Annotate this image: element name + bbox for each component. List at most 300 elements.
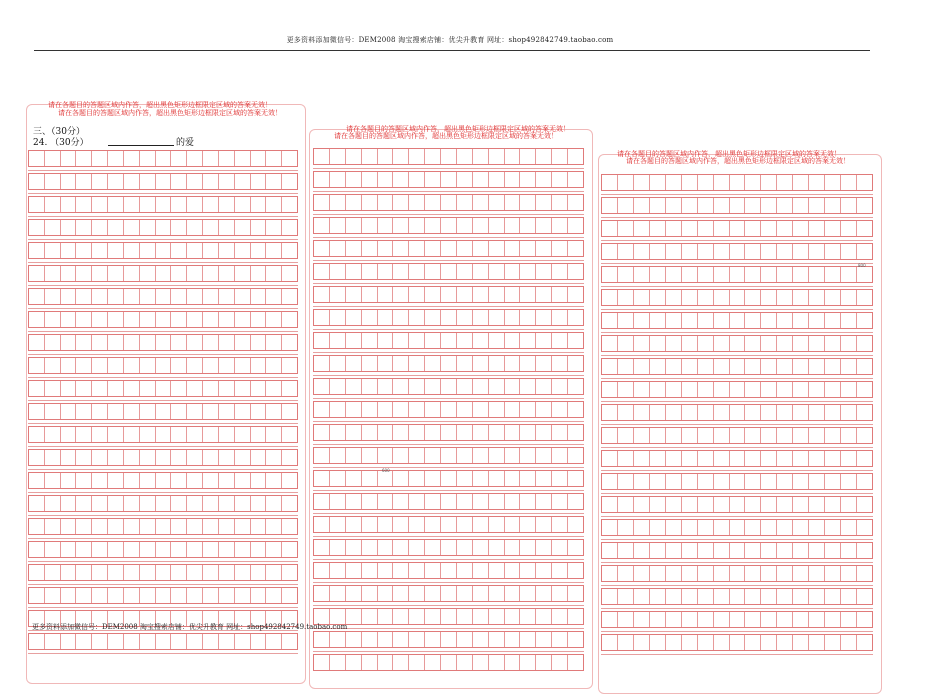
grid-cell[interactable] bbox=[76, 542, 92, 557]
grid-cell[interactable] bbox=[698, 451, 714, 466]
grid-cell[interactable] bbox=[441, 540, 457, 555]
grid-row[interactable] bbox=[28, 426, 298, 443]
grid-cell[interactable] bbox=[409, 632, 425, 647]
grid-cell[interactable] bbox=[266, 358, 282, 373]
grid-cell[interactable] bbox=[219, 427, 235, 442]
grid-cell[interactable] bbox=[520, 517, 536, 532]
grid-cell[interactable] bbox=[568, 586, 583, 601]
grid-cell[interactable] bbox=[393, 540, 409, 555]
grid-cell[interactable] bbox=[203, 588, 219, 603]
grid-cell[interactable] bbox=[330, 218, 346, 233]
grid-cell[interactable] bbox=[92, 197, 108, 212]
grid-cell[interactable] bbox=[171, 197, 187, 212]
grid-cell[interactable] bbox=[552, 356, 568, 371]
grid-row[interactable] bbox=[28, 196, 298, 213]
grid-row[interactable] bbox=[313, 401, 584, 418]
grid-cell[interactable] bbox=[568, 494, 583, 509]
grid-cell[interactable] bbox=[650, 382, 666, 397]
grid-cell[interactable] bbox=[536, 425, 552, 440]
grid-cell[interactable] bbox=[745, 221, 761, 236]
grid-cell[interactable] bbox=[552, 632, 568, 647]
grid-cell[interactable] bbox=[505, 540, 521, 555]
grid-cell[interactable] bbox=[140, 381, 156, 396]
grid-cell[interactable] bbox=[552, 586, 568, 601]
grid-row[interactable] bbox=[601, 358, 873, 375]
grid-cell[interactable] bbox=[441, 402, 457, 417]
grid-cell[interactable] bbox=[602, 543, 618, 558]
grid-cell[interactable] bbox=[29, 427, 45, 442]
grid-cell[interactable] bbox=[761, 405, 777, 420]
grid-cell[interactable] bbox=[61, 220, 77, 235]
grid-cell[interactable] bbox=[314, 356, 330, 371]
grid-row[interactable] bbox=[601, 243, 873, 260]
grid-cell[interactable] bbox=[745, 428, 761, 443]
grid-cell[interactable] bbox=[76, 427, 92, 442]
grid-cell[interactable] bbox=[666, 382, 682, 397]
grid-cell[interactable] bbox=[251, 151, 267, 166]
grid-cell[interactable] bbox=[441, 655, 457, 670]
grid-cell[interactable] bbox=[140, 588, 156, 603]
grid-cell[interactable] bbox=[124, 266, 140, 281]
grid-row[interactable] bbox=[601, 450, 873, 467]
grid-cell[interactable] bbox=[393, 195, 409, 210]
grid-cell[interactable] bbox=[666, 612, 682, 627]
grid-cell[interactable] bbox=[140, 312, 156, 327]
grid-cell[interactable] bbox=[314, 425, 330, 440]
grid-cell[interactable] bbox=[730, 290, 746, 305]
grid-cell[interactable] bbox=[378, 195, 394, 210]
grid-cell[interactable] bbox=[235, 404, 251, 419]
grid-cell[interactable] bbox=[314, 287, 330, 302]
grid-cell[interactable] bbox=[793, 451, 809, 466]
grid-cell[interactable] bbox=[730, 474, 746, 489]
grid-cell[interactable] bbox=[393, 586, 409, 601]
grid-cell[interactable] bbox=[745, 313, 761, 328]
grid-cell[interactable] bbox=[698, 290, 714, 305]
grid-cell[interactable] bbox=[682, 566, 698, 581]
grid-cell[interactable] bbox=[857, 474, 872, 489]
grid-cell[interactable] bbox=[346, 172, 362, 187]
grid-cell[interactable] bbox=[409, 287, 425, 302]
grid-cell[interactable] bbox=[219, 335, 235, 350]
grid-cell[interactable] bbox=[634, 198, 650, 213]
grid-cell[interactable] bbox=[457, 540, 473, 555]
grid-cell[interactable] bbox=[314, 655, 330, 670]
grid-cell[interactable] bbox=[251, 174, 267, 189]
grid-cell[interactable] bbox=[314, 632, 330, 647]
grid-cell[interactable] bbox=[793, 405, 809, 420]
grid-cell[interactable] bbox=[45, 404, 61, 419]
grid-cell[interactable] bbox=[235, 289, 251, 304]
grid-cell[interactable] bbox=[266, 496, 282, 511]
grid-cell[interactable] bbox=[745, 612, 761, 627]
grid-cell[interactable] bbox=[45, 496, 61, 511]
grid-cell[interactable] bbox=[92, 335, 108, 350]
grid-cell[interactable] bbox=[108, 381, 124, 396]
grid-cell[interactable] bbox=[761, 382, 777, 397]
grid-cell[interactable] bbox=[378, 425, 394, 440]
grid-cell[interactable] bbox=[235, 496, 251, 511]
grid-row[interactable] bbox=[601, 496, 873, 513]
grid-row[interactable] bbox=[28, 173, 298, 190]
grid-cell[interactable] bbox=[825, 566, 841, 581]
grid-cell[interactable] bbox=[793, 543, 809, 558]
grid-cell[interactable] bbox=[698, 589, 714, 604]
grid-cell[interactable] bbox=[235, 197, 251, 212]
grid-cell[interactable] bbox=[251, 220, 267, 235]
grid-cell[interactable] bbox=[618, 382, 634, 397]
grid-cell[interactable] bbox=[441, 149, 457, 164]
grid-cell[interactable] bbox=[568, 241, 583, 256]
grid-cell[interactable] bbox=[140, 266, 156, 281]
grid-cell[interactable] bbox=[666, 359, 682, 374]
grid-cell[interactable] bbox=[346, 586, 362, 601]
grid-cell[interactable] bbox=[666, 451, 682, 466]
grid-cell[interactable] bbox=[473, 356, 489, 371]
grid-cell[interactable] bbox=[730, 336, 746, 351]
grid-cell[interactable] bbox=[650, 244, 666, 259]
grid-cell[interactable] bbox=[140, 335, 156, 350]
grid-cell[interactable] bbox=[457, 609, 473, 624]
grid-cell[interactable] bbox=[314, 195, 330, 210]
grid-row[interactable] bbox=[601, 565, 873, 582]
grid-cell[interactable] bbox=[108, 197, 124, 212]
grid-cell[interactable] bbox=[156, 174, 172, 189]
grid-cell[interactable] bbox=[777, 290, 793, 305]
grid-cell[interactable] bbox=[187, 266, 203, 281]
grid-cell[interactable] bbox=[29, 542, 45, 557]
grid-cell[interactable] bbox=[251, 427, 267, 442]
grid-row[interactable] bbox=[601, 634, 873, 651]
grid-cell[interactable] bbox=[825, 221, 841, 236]
grid-cell[interactable] bbox=[505, 632, 521, 647]
grid-cell[interactable] bbox=[841, 290, 857, 305]
grid-cell[interactable] bbox=[441, 333, 457, 348]
grid-cell[interactable] bbox=[618, 566, 634, 581]
grid-cell[interactable] bbox=[171, 588, 187, 603]
grid-cell[interactable] bbox=[29, 634, 45, 649]
grid-cell[interactable] bbox=[362, 402, 378, 417]
grid-cell[interactable] bbox=[602, 428, 618, 443]
grid-cell[interactable] bbox=[346, 310, 362, 325]
grid-cell[interactable] bbox=[714, 543, 730, 558]
grid-cell[interactable] bbox=[825, 451, 841, 466]
grid-cell[interactable] bbox=[362, 356, 378, 371]
grid-cell[interactable] bbox=[362, 609, 378, 624]
grid-cell[interactable] bbox=[473, 379, 489, 394]
grid-cell[interactable] bbox=[714, 290, 730, 305]
grid-cell[interactable] bbox=[61, 427, 77, 442]
grid-cell[interactable] bbox=[425, 264, 441, 279]
grid-cell[interactable] bbox=[777, 175, 793, 190]
grid-cell[interactable] bbox=[346, 379, 362, 394]
grid-row[interactable] bbox=[313, 447, 584, 464]
grid-cell[interactable] bbox=[124, 473, 140, 488]
grid-cell[interactable] bbox=[346, 287, 362, 302]
grid-cell[interactable] bbox=[140, 358, 156, 373]
grid-cell[interactable] bbox=[552, 540, 568, 555]
grid-cell[interactable] bbox=[187, 151, 203, 166]
grid-cell[interactable] bbox=[235, 381, 251, 396]
grid-cell[interactable] bbox=[745, 451, 761, 466]
grid-cell[interactable] bbox=[825, 520, 841, 535]
grid-cell[interactable] bbox=[682, 359, 698, 374]
grid-cell[interactable] bbox=[489, 448, 505, 463]
grid-cell[interactable] bbox=[393, 494, 409, 509]
grid-cell[interactable] bbox=[425, 448, 441, 463]
grid-cell[interactable] bbox=[235, 220, 251, 235]
grid-cell[interactable] bbox=[745, 175, 761, 190]
grid-cell[interactable] bbox=[761, 359, 777, 374]
grid-cell[interactable] bbox=[473, 333, 489, 348]
grid-cell[interactable] bbox=[282, 634, 297, 649]
grid-cell[interactable] bbox=[29, 197, 45, 212]
grid-cell[interactable] bbox=[187, 634, 203, 649]
grid-cell[interactable] bbox=[473, 540, 489, 555]
grid-cell[interactable] bbox=[793, 267, 809, 282]
grid-cell[interactable] bbox=[330, 586, 346, 601]
grid-cell[interactable] bbox=[841, 612, 857, 627]
grid-cell[interactable] bbox=[171, 519, 187, 534]
grid-cell[interactable] bbox=[393, 402, 409, 417]
grid-cell[interactable] bbox=[536, 195, 552, 210]
grid-cell[interactable] bbox=[282, 151, 297, 166]
grid-cell[interactable] bbox=[666, 175, 682, 190]
grid-cell[interactable] bbox=[730, 520, 746, 535]
grid-cell[interactable] bbox=[203, 427, 219, 442]
grid-cell[interactable] bbox=[187, 519, 203, 534]
grid-cell[interactable] bbox=[568, 287, 583, 302]
grid-row[interactable] bbox=[601, 174, 873, 191]
grid-cell[interactable] bbox=[425, 287, 441, 302]
grid-cell[interactable] bbox=[219, 174, 235, 189]
grid-cell[interactable] bbox=[761, 221, 777, 236]
grid-cell[interactable] bbox=[473, 425, 489, 440]
grid-cell[interactable] bbox=[777, 520, 793, 535]
grid-cell[interactable] bbox=[568, 609, 583, 624]
grid-row[interactable] bbox=[28, 150, 298, 167]
grid-cell[interactable] bbox=[634, 405, 650, 420]
grid-cell[interactable] bbox=[425, 655, 441, 670]
grid-cell[interactable] bbox=[92, 220, 108, 235]
grid-cell[interactable] bbox=[251, 243, 267, 258]
grid-cell[interactable] bbox=[666, 543, 682, 558]
grid-cell[interactable] bbox=[124, 151, 140, 166]
grid-row[interactable] bbox=[28, 334, 298, 351]
grid-cell[interactable] bbox=[650, 428, 666, 443]
grid-cell[interactable] bbox=[536, 149, 552, 164]
grid-cell[interactable] bbox=[140, 565, 156, 580]
grid-cell[interactable] bbox=[520, 632, 536, 647]
grid-cell[interactable] bbox=[809, 405, 825, 420]
grid-cell[interactable] bbox=[634, 221, 650, 236]
grid-cell[interactable] bbox=[92, 404, 108, 419]
grid-cell[interactable] bbox=[505, 655, 521, 670]
grid-cell[interactable] bbox=[425, 241, 441, 256]
grid-cell[interactable] bbox=[441, 218, 457, 233]
grid-cell[interactable] bbox=[568, 379, 583, 394]
grid-cell[interactable] bbox=[857, 221, 872, 236]
grid-cell[interactable] bbox=[618, 428, 634, 443]
grid-row[interactable] bbox=[313, 355, 584, 372]
grid-row[interactable] bbox=[28, 633, 298, 650]
grid-cell[interactable] bbox=[825, 497, 841, 512]
grid-cell[interactable] bbox=[634, 336, 650, 351]
grid-cell[interactable] bbox=[777, 543, 793, 558]
grid-cell[interactable] bbox=[378, 448, 394, 463]
grid-cell[interactable] bbox=[666, 474, 682, 489]
grid-cell[interactable] bbox=[682, 451, 698, 466]
grid-cell[interactable] bbox=[457, 333, 473, 348]
grid-cell[interactable] bbox=[76, 381, 92, 396]
grid-cell[interactable] bbox=[140, 243, 156, 258]
grid-cell[interactable] bbox=[552, 494, 568, 509]
grid-cell[interactable] bbox=[441, 172, 457, 187]
grid-cell[interactable] bbox=[505, 149, 521, 164]
grid-cell[interactable] bbox=[282, 174, 297, 189]
grid-cell[interactable] bbox=[156, 381, 172, 396]
grid-cell[interactable] bbox=[251, 335, 267, 350]
grid-cell[interactable] bbox=[156, 473, 172, 488]
grid-cell[interactable] bbox=[761, 428, 777, 443]
grid-cell[interactable] bbox=[441, 448, 457, 463]
grid-cell[interactable] bbox=[714, 428, 730, 443]
grid-cell[interactable] bbox=[505, 195, 521, 210]
grid-cell[interactable] bbox=[841, 566, 857, 581]
grid-cell[interactable] bbox=[857, 336, 872, 351]
grid-cell[interactable] bbox=[61, 335, 77, 350]
grid-cell[interactable] bbox=[809, 313, 825, 328]
grid-cell[interactable] bbox=[793, 244, 809, 259]
grid-cell[interactable] bbox=[473, 563, 489, 578]
grid-cell[interactable] bbox=[92, 473, 108, 488]
grid-cell[interactable] bbox=[650, 635, 666, 650]
grid-cell[interactable] bbox=[714, 244, 730, 259]
grid-cell[interactable] bbox=[108, 358, 124, 373]
grid-cell[interactable] bbox=[441, 195, 457, 210]
grid-cell[interactable] bbox=[457, 356, 473, 371]
grid-cell[interactable] bbox=[825, 267, 841, 282]
grid-cell[interactable] bbox=[552, 425, 568, 440]
grid-cell[interactable] bbox=[568, 517, 583, 532]
grid-cell[interactable] bbox=[682, 428, 698, 443]
grid-cell[interactable] bbox=[841, 520, 857, 535]
grid-cell[interactable] bbox=[45, 542, 61, 557]
grid-cell[interactable] bbox=[809, 267, 825, 282]
grid-cell[interactable] bbox=[505, 471, 521, 486]
grid-cell[interactable] bbox=[156, 197, 172, 212]
grid-cell[interactable] bbox=[809, 359, 825, 374]
grid-row[interactable] bbox=[601, 404, 873, 421]
grid-cell[interactable] bbox=[282, 450, 297, 465]
grid-cell[interactable] bbox=[825, 359, 841, 374]
grid-cell[interactable] bbox=[282, 496, 297, 511]
grid-cell[interactable] bbox=[282, 588, 297, 603]
grid-cell[interactable] bbox=[409, 448, 425, 463]
grid-cell[interactable] bbox=[841, 267, 857, 282]
grid-cell[interactable] bbox=[682, 313, 698, 328]
grid-cell[interactable] bbox=[698, 336, 714, 351]
grid-cell[interactable] bbox=[489, 494, 505, 509]
grid-cell[interactable] bbox=[282, 542, 297, 557]
grid-cell[interactable] bbox=[61, 634, 77, 649]
grid-cell[interactable] bbox=[634, 451, 650, 466]
grid-cell[interactable] bbox=[568, 632, 583, 647]
grid-cell[interactable] bbox=[251, 197, 267, 212]
grid-cell[interactable] bbox=[777, 198, 793, 213]
grid-cell[interactable] bbox=[666, 520, 682, 535]
grid-cell[interactable] bbox=[793, 612, 809, 627]
grid-cell[interactable] bbox=[473, 586, 489, 601]
grid-cell[interactable] bbox=[536, 356, 552, 371]
grid-cell[interactable] bbox=[203, 542, 219, 557]
grid-cell[interactable] bbox=[61, 381, 77, 396]
grid-cell[interactable] bbox=[171, 473, 187, 488]
grid-cell[interactable] bbox=[362, 379, 378, 394]
grid-cell[interactable] bbox=[730, 589, 746, 604]
grid-cell[interactable] bbox=[714, 635, 730, 650]
grid-cell[interactable] bbox=[393, 655, 409, 670]
grid-row[interactable] bbox=[601, 289, 873, 306]
grid-cell[interactable] bbox=[219, 381, 235, 396]
grid-row[interactable] bbox=[313, 516, 584, 533]
grid-cell[interactable] bbox=[425, 471, 441, 486]
grid-cell[interactable] bbox=[171, 266, 187, 281]
grid-cell[interactable] bbox=[29, 519, 45, 534]
grid-cell[interactable] bbox=[809, 175, 825, 190]
grid-cell[interactable] bbox=[602, 474, 618, 489]
grid-cell[interactable] bbox=[857, 589, 872, 604]
grid-cell[interactable] bbox=[809, 244, 825, 259]
grid-cell[interactable] bbox=[219, 243, 235, 258]
grid-row[interactable] bbox=[28, 518, 298, 535]
grid-cell[interactable] bbox=[618, 635, 634, 650]
grid-cell[interactable] bbox=[219, 542, 235, 557]
grid-cell[interactable] bbox=[282, 404, 297, 419]
grid-cell[interactable] bbox=[536, 655, 552, 670]
grid-cell[interactable] bbox=[634, 589, 650, 604]
grid-cell[interactable] bbox=[124, 220, 140, 235]
grid-cell[interactable] bbox=[809, 589, 825, 604]
grid-cell[interactable] bbox=[441, 425, 457, 440]
grid-cell[interactable] bbox=[425, 195, 441, 210]
grid-cell[interactable] bbox=[235, 358, 251, 373]
grid-cell[interactable] bbox=[489, 356, 505, 371]
grid-row[interactable] bbox=[28, 449, 298, 466]
grid-cell[interactable] bbox=[45, 312, 61, 327]
grid-cell[interactable] bbox=[568, 471, 583, 486]
grid-cell[interactable] bbox=[92, 519, 108, 534]
grid-cell[interactable] bbox=[61, 289, 77, 304]
grid-cell[interactable] bbox=[45, 174, 61, 189]
grid-cell[interactable] bbox=[378, 356, 394, 371]
grid-cell[interactable] bbox=[362, 632, 378, 647]
grid-cell[interactable] bbox=[505, 448, 521, 463]
grid-cell[interactable] bbox=[618, 198, 634, 213]
grid-cell[interactable] bbox=[489, 149, 505, 164]
grid-cell[interactable] bbox=[618, 405, 634, 420]
grid-cell[interactable] bbox=[251, 519, 267, 534]
grid-cell[interactable] bbox=[841, 175, 857, 190]
grid-cell[interactable] bbox=[568, 425, 583, 440]
grid-cell[interactable] bbox=[457, 448, 473, 463]
grid-cell[interactable] bbox=[266, 266, 282, 281]
grid-cell[interactable] bbox=[489, 264, 505, 279]
grid-cell[interactable] bbox=[473, 172, 489, 187]
grid-cell[interactable] bbox=[761, 497, 777, 512]
grid-cell[interactable] bbox=[457, 264, 473, 279]
grid-cell[interactable] bbox=[602, 198, 618, 213]
